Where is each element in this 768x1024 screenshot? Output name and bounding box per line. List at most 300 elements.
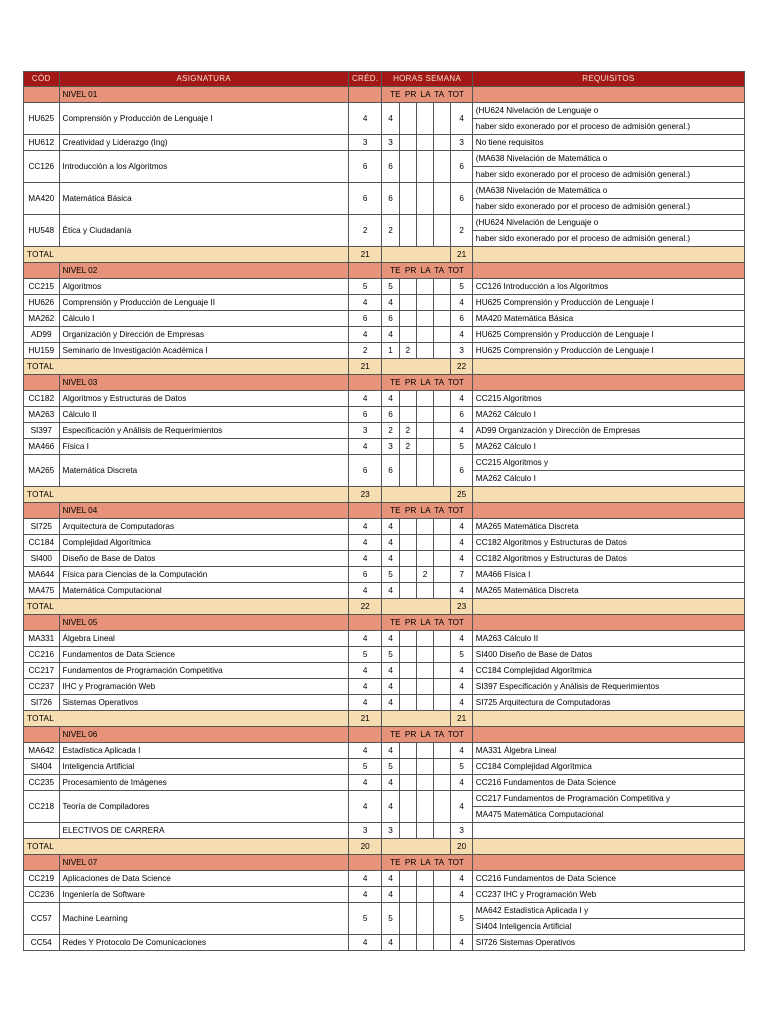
course-code: CC217 <box>24 663 60 679</box>
course-code: CC54 <box>24 935 60 951</box>
course-code: CC57 <box>24 903 60 935</box>
course-hours-pr <box>399 647 416 663</box>
course-hours-pr <box>399 823 416 839</box>
course-code: HU159 <box>24 343 60 359</box>
course-code: CC218 <box>24 791 60 823</box>
course-row <box>24 695 745 711</box>
course-hours-tot: 4 <box>451 519 472 535</box>
level-credits-cell <box>348 263 382 279</box>
course-hours-te: 4 <box>382 695 399 711</box>
level-credits-cell <box>348 503 382 519</box>
course-row <box>24 311 745 327</box>
level-requirements-cell <box>472 87 744 103</box>
header-subject: ASIGNATURA <box>59 72 348 87</box>
course-hours-ta <box>434 455 451 487</box>
course-hours-pr <box>399 279 416 295</box>
course-hours-te: 4 <box>382 743 399 759</box>
course-requirement: (HU624 Nivelación de Lenguaje o <box>472 215 744 231</box>
course-requirement: CC237 IHC y Programación Web <box>472 887 744 903</box>
course-hours-pr <box>399 871 416 887</box>
course-hours-te: 3 <box>382 823 399 839</box>
level-hours-header: TE PR LA TA TOT <box>382 263 472 279</box>
course-hours-pr <box>399 903 416 935</box>
course-hours-pr <box>399 455 416 487</box>
course-hours-te: 4 <box>382 391 399 407</box>
level-name: NIVEL 03 <box>59 375 348 391</box>
course-requirement: CC184 Complejidad Algorítmica <box>472 663 744 679</box>
course-credits: 6 <box>348 455 382 487</box>
course-name: Sistemas Operativos <box>59 695 348 711</box>
course-hours-la <box>416 823 433 839</box>
level-name: NIVEL 05 <box>59 615 348 631</box>
course-hours-la <box>416 935 433 951</box>
total-label: TOTAL <box>24 247 349 263</box>
level-name: NIVEL 02 <box>59 263 348 279</box>
course-hours-ta <box>434 567 451 583</box>
level-name: NIVEL 01 <box>59 87 348 103</box>
course-name: Cálculo I <box>59 311 348 327</box>
total-label: TOTAL <box>24 711 349 727</box>
course-hours-ta <box>434 151 451 183</box>
course-hours-te: 4 <box>382 791 399 823</box>
course-credits: 3 <box>348 823 382 839</box>
course-hours-tot: 4 <box>451 871 472 887</box>
course-credits: 5 <box>348 759 382 775</box>
course-name: Álgebra Lineal <box>59 631 348 647</box>
level-total-row <box>24 839 745 855</box>
course-code: CC237 <box>24 679 60 695</box>
level-requirements-cell <box>472 727 744 743</box>
level-hours-header: TE PR LA TA TOT <box>382 727 472 743</box>
course-name: Cálculo II <box>59 407 348 423</box>
course-hours-tot: 6 <box>451 151 472 183</box>
course-row <box>24 679 745 695</box>
course-requirement: (MA638 Nivelación de Matemática o <box>472 151 744 167</box>
course-hours-tot: 4 <box>451 743 472 759</box>
level-credits-cell <box>348 87 382 103</box>
course-hours-tot: 3 <box>451 135 472 151</box>
course-requirement: MA466 Física I <box>472 567 744 583</box>
level-hours-header: TE PR LA TA TOT <box>382 615 472 631</box>
course-row <box>24 423 745 439</box>
course-row <box>24 135 745 151</box>
course-row <box>24 407 745 423</box>
course-name: Fundamentos de Data Science <box>59 647 348 663</box>
course-hours-te: 4 <box>382 535 399 551</box>
course-credits: 4 <box>348 775 382 791</box>
course-hours-la <box>416 183 433 215</box>
course-name: Procesamiento de Imágenes <box>59 775 348 791</box>
course-row <box>24 743 745 759</box>
course-hours-la <box>416 903 433 935</box>
course-name: Algoritmos y Estructuras de Datos <box>59 391 348 407</box>
level-hours-header: TE PR LA TA TOT <box>382 503 472 519</box>
course-hours-la <box>416 663 433 679</box>
level-code-cell <box>24 503 60 519</box>
course-hours-tot: 4 <box>451 535 472 551</box>
course-hours-te: 4 <box>382 871 399 887</box>
course-hours-la <box>416 439 433 455</box>
course-code: MA420 <box>24 183 60 215</box>
course-hours-te: 5 <box>382 279 399 295</box>
course-credits: 4 <box>348 695 382 711</box>
course-requirement: MA265 Matemática Discreta <box>472 519 744 535</box>
course-name: Ingeniería de Software <box>59 887 348 903</box>
course-hours-te: 4 <box>382 327 399 343</box>
course-name: Creatividad y Liderazgo (Ing) <box>59 135 348 151</box>
course-hours-te: 4 <box>382 631 399 647</box>
total-credits: 20 <box>348 839 382 855</box>
course-hours-la <box>416 135 433 151</box>
course-hours-ta <box>434 343 451 359</box>
course-hours-pr <box>399 567 416 583</box>
course-hours-pr <box>399 295 416 311</box>
total-credits: 22 <box>348 599 382 615</box>
course-code: SI400 <box>24 551 60 567</box>
course-hours-tot: 6 <box>451 407 472 423</box>
course-row <box>24 327 745 343</box>
level-code-cell <box>24 855 60 871</box>
course-hours-te: 4 <box>382 103 399 135</box>
course-hours-ta <box>434 775 451 791</box>
course-hours-pr <box>399 791 416 823</box>
course-hours-ta <box>434 407 451 423</box>
level-name: NIVEL 04 <box>59 503 348 519</box>
header-hours: HORAS SEMANA <box>382 72 472 87</box>
level-header-row <box>24 375 745 391</box>
course-hours-pr <box>399 391 416 407</box>
level-header-row <box>24 855 745 871</box>
course-hours-ta <box>434 551 451 567</box>
course-name: Complejidad Algorítmica <box>59 535 348 551</box>
course-requirement: CC215 Algoritmos y <box>472 455 744 471</box>
course-requirement: haber sido exonerado por el proceso de admisión general.) <box>472 231 744 247</box>
course-hours-tot: 6 <box>451 311 472 327</box>
course-name: Matemática Computacional <box>59 583 348 599</box>
total-label: TOTAL <box>24 599 349 615</box>
course-requirement: CC215 Algoritmos <box>472 391 744 407</box>
total-credits: 21 <box>348 359 382 375</box>
course-code: HU626 <box>24 295 60 311</box>
total-label: TOTAL <box>24 487 349 503</box>
total-hours: 25 <box>451 487 472 503</box>
course-hours-pr <box>399 679 416 695</box>
header-requirements: REQUISITOS <box>472 72 744 87</box>
course-requirement: MA263 Cálculo II <box>472 631 744 647</box>
total-requirements-blank <box>472 247 744 263</box>
course-name: Introducción a los Algoritmos <box>59 151 348 183</box>
total-label: TOTAL <box>24 359 349 375</box>
total-blank <box>382 599 451 615</box>
course-hours-pr <box>399 103 416 135</box>
course-hours-pr <box>399 551 416 567</box>
course-hours-ta <box>434 391 451 407</box>
course-hours-pr <box>399 583 416 599</box>
course-row <box>24 455 745 471</box>
level-header-row <box>24 503 745 519</box>
course-row <box>24 791 745 807</box>
curriculum-body <box>24 87 745 951</box>
course-row <box>24 215 745 231</box>
course-hours-tot: 4 <box>451 791 472 823</box>
course-requirement: CC216 Fundamentos de Data Science <box>472 775 744 791</box>
course-name: Física I <box>59 439 348 455</box>
course-code: HU548 <box>24 215 60 247</box>
course-row <box>24 903 745 919</box>
course-hours-tot: 2 <box>451 215 472 247</box>
course-hours-la <box>416 295 433 311</box>
course-hours-la <box>416 871 433 887</box>
course-hours-pr <box>399 135 416 151</box>
course-hours-la <box>416 695 433 711</box>
course-code: SI404 <box>24 759 60 775</box>
course-hours-pr <box>399 311 416 327</box>
course-hours-pr <box>399 183 416 215</box>
course-hours-tot: 4 <box>451 935 472 951</box>
course-credits: 2 <box>348 215 382 247</box>
course-hours-ta <box>434 535 451 551</box>
course-hours-te: 4 <box>382 519 399 535</box>
course-code: MA475 <box>24 583 60 599</box>
course-row <box>24 295 745 311</box>
course-hours-ta <box>434 903 451 935</box>
course-row <box>24 823 745 839</box>
course-hours-ta <box>434 679 451 695</box>
course-requirement: CC184 Complejidad Algorítmica <box>472 759 744 775</box>
course-hours-tot: 4 <box>451 295 472 311</box>
course-hours-te: 6 <box>382 407 399 423</box>
course-row <box>24 567 745 583</box>
course-requirement: AD99 Organización y Dirección de Empresas <box>472 423 744 439</box>
course-hours-ta <box>434 871 451 887</box>
course-hours-la <box>416 215 433 247</box>
course-name: Organización y Dirección de Empresas <box>59 327 348 343</box>
course-row <box>24 535 745 551</box>
course-requirement <box>472 823 744 839</box>
course-hours-te: 5 <box>382 903 399 935</box>
course-requirement: SI726 Sistemas Operativos <box>472 935 744 951</box>
course-requirement: MA262 Cálculo I <box>472 407 744 423</box>
course-hours-te: 4 <box>382 775 399 791</box>
course-name: Comprensión y Producción de Lenguaje I <box>59 103 348 135</box>
course-hours-te: 6 <box>382 311 399 327</box>
course-hours-tot: 4 <box>451 663 472 679</box>
course-row <box>24 871 745 887</box>
course-hours-pr <box>399 535 416 551</box>
course-name: Algoritmos <box>59 279 348 295</box>
course-code: AD99 <box>24 327 60 343</box>
course-credits: 4 <box>348 519 382 535</box>
total-requirements-blank <box>472 359 744 375</box>
course-hours-ta <box>434 183 451 215</box>
course-credits: 4 <box>348 663 382 679</box>
course-credits: 2 <box>348 343 382 359</box>
course-hours-te: 4 <box>382 295 399 311</box>
course-row <box>24 887 745 903</box>
course-code: CC216 <box>24 647 60 663</box>
course-hours-tot: 3 <box>451 823 472 839</box>
course-hours-tot: 6 <box>451 455 472 487</box>
course-requirement: haber sido exonerado por el proceso de admisión general.) <box>472 167 744 183</box>
course-code: SI726 <box>24 695 60 711</box>
level-credits-cell <box>348 615 382 631</box>
course-code: MA642 <box>24 743 60 759</box>
course-hours-ta <box>434 295 451 311</box>
course-hours-tot: 4 <box>451 679 472 695</box>
course-requirement: MA475 Matemática Computacional <box>472 807 744 823</box>
course-hours-pr <box>399 327 416 343</box>
course-credits: 6 <box>348 311 382 327</box>
course-hours-te: 6 <box>382 151 399 183</box>
course-hours-la <box>416 343 433 359</box>
level-total-row <box>24 711 745 727</box>
course-hours-la <box>416 311 433 327</box>
course-hours-ta <box>434 327 451 343</box>
course-hours-pr <box>399 695 416 711</box>
course-hours-pr <box>399 775 416 791</box>
course-row <box>24 183 745 199</box>
level-requirements-cell <box>472 503 744 519</box>
course-name: Seminario de Investigación Académica I <box>59 343 348 359</box>
total-credits: 21 <box>348 711 382 727</box>
course-hours-ta <box>434 583 451 599</box>
course-credits: 6 <box>348 151 382 183</box>
course-name: Fundamentos de Programación Competitiva <box>59 663 348 679</box>
course-requirement: CC217 Fundamentos de Programación Competitiva y <box>472 791 744 807</box>
course-row <box>24 663 745 679</box>
course-requirement: SI404 Inteligencia Artificial <box>472 919 744 935</box>
level-total-row <box>24 487 745 503</box>
course-hours-te: 4 <box>382 583 399 599</box>
total-blank <box>382 359 451 375</box>
course-requirement: MA642 Estadística Aplicada I y <box>472 903 744 919</box>
course-hours-la <box>416 103 433 135</box>
total-credits: 23 <box>348 487 382 503</box>
course-hours-te: 4 <box>382 663 399 679</box>
course-hours-pr: 2 <box>399 439 416 455</box>
course-hours-la <box>416 759 433 775</box>
course-hours-te: 5 <box>382 759 399 775</box>
course-row <box>24 935 745 951</box>
course-hours-pr <box>399 759 416 775</box>
course-row <box>24 551 745 567</box>
level-hours-header: TE PR LA TA TOT <box>382 87 472 103</box>
course-requirement: MA331 Álgebra Lineal <box>472 743 744 759</box>
course-hours-te: 1 <box>382 343 399 359</box>
course-requirement: CC182 Algoritmos y Estructuras de Datos <box>472 551 744 567</box>
course-hours-ta <box>434 695 451 711</box>
course-requirement: MA420 Matemática Básica <box>472 311 744 327</box>
course-requirement: SI400 Diseño de Base de Datos <box>472 647 744 663</box>
course-hours-pr <box>399 663 416 679</box>
course-row <box>24 439 745 455</box>
course-code: HU625 <box>24 103 60 135</box>
course-hours-tot: 4 <box>451 775 472 791</box>
course-hours-te: 2 <box>382 215 399 247</box>
course-requirement: CC126 Introducción a los Algoritmos <box>472 279 744 295</box>
course-hours-tot: 5 <box>451 903 472 935</box>
total-credits: 21 <box>348 247 382 263</box>
level-requirements-cell <box>472 375 744 391</box>
course-requirement: (MA638 Nivelación de Matemática o <box>472 183 744 199</box>
course-credits: 4 <box>348 871 382 887</box>
course-hours-ta <box>434 423 451 439</box>
course-credits: 4 <box>348 551 382 567</box>
total-blank <box>382 247 451 263</box>
course-credits: 6 <box>348 183 382 215</box>
course-credits: 3 <box>348 135 382 151</box>
course-credits: 4 <box>348 935 382 951</box>
course-hours-la <box>416 631 433 647</box>
course-row <box>24 343 745 359</box>
total-hours: 22 <box>451 359 472 375</box>
level-total-row <box>24 599 745 615</box>
course-requirement: HU625 Comprensión y Producción de Lenguaje I <box>472 295 744 311</box>
course-hours-tot: 4 <box>451 551 472 567</box>
course-name: Machine Learning <box>59 903 348 935</box>
course-code: SI725 <box>24 519 60 535</box>
level-credits-cell <box>348 727 382 743</box>
course-hours-ta <box>434 311 451 327</box>
course-hours-te: 4 <box>382 551 399 567</box>
course-hours-pr <box>399 215 416 247</box>
course-hours-te: 4 <box>382 935 399 951</box>
course-hours-tot: 3 <box>451 343 472 359</box>
course-hours-ta <box>434 743 451 759</box>
level-requirements-cell <box>472 615 744 631</box>
course-hours-te: 5 <box>382 647 399 663</box>
course-requirement: HU625 Comprensión y Producción de Lenguaje I <box>472 327 744 343</box>
course-hours-tot: 4 <box>451 391 472 407</box>
course-hours-ta <box>434 823 451 839</box>
course-row <box>24 631 745 647</box>
header-code: CÓD <box>24 72 60 87</box>
header-credits: CRÉD. <box>348 72 382 87</box>
level-hours-header: TE PR LA TA TOT <box>382 375 472 391</box>
course-credits: 4 <box>348 583 382 599</box>
course-hours-tot: 4 <box>451 887 472 903</box>
level-code-cell <box>24 263 60 279</box>
course-hours-la <box>416 791 433 823</box>
course-name: Comprensión y Producción de Lenguaje II <box>59 295 348 311</box>
total-requirements-blank <box>472 711 744 727</box>
course-hours-pr: 2 <box>399 423 416 439</box>
course-name: Aplicaciones de Data Science <box>59 871 348 887</box>
course-code: MA331 <box>24 631 60 647</box>
course-credits: 6 <box>348 407 382 423</box>
course-hours-la <box>416 151 433 183</box>
course-hours-ta <box>434 663 451 679</box>
course-requirement: haber sido exonerado por el proceso de admisión general.) <box>472 119 744 135</box>
course-credits: 4 <box>348 679 382 695</box>
course-requirement: CC216 Fundamentos de Data Science <box>472 871 744 887</box>
total-requirements-blank <box>472 487 744 503</box>
course-hours-la <box>416 887 433 903</box>
course-credits: 4 <box>348 743 382 759</box>
course-hours-la <box>416 279 433 295</box>
course-hours-te: 2 <box>382 423 399 439</box>
level-header-row <box>24 87 745 103</box>
curriculum-table <box>23 71 745 951</box>
course-name: Matemática Discreta <box>59 455 348 487</box>
course-hours-la: 2 <box>416 567 433 583</box>
total-requirements-blank <box>472 839 744 855</box>
level-header-row <box>24 727 745 743</box>
course-code: MA644 <box>24 567 60 583</box>
course-code: CC182 <box>24 391 60 407</box>
course-requirement: HU625 Comprensión y Producción de Lenguaje I <box>472 343 744 359</box>
course-hours-tot: 4 <box>451 423 472 439</box>
